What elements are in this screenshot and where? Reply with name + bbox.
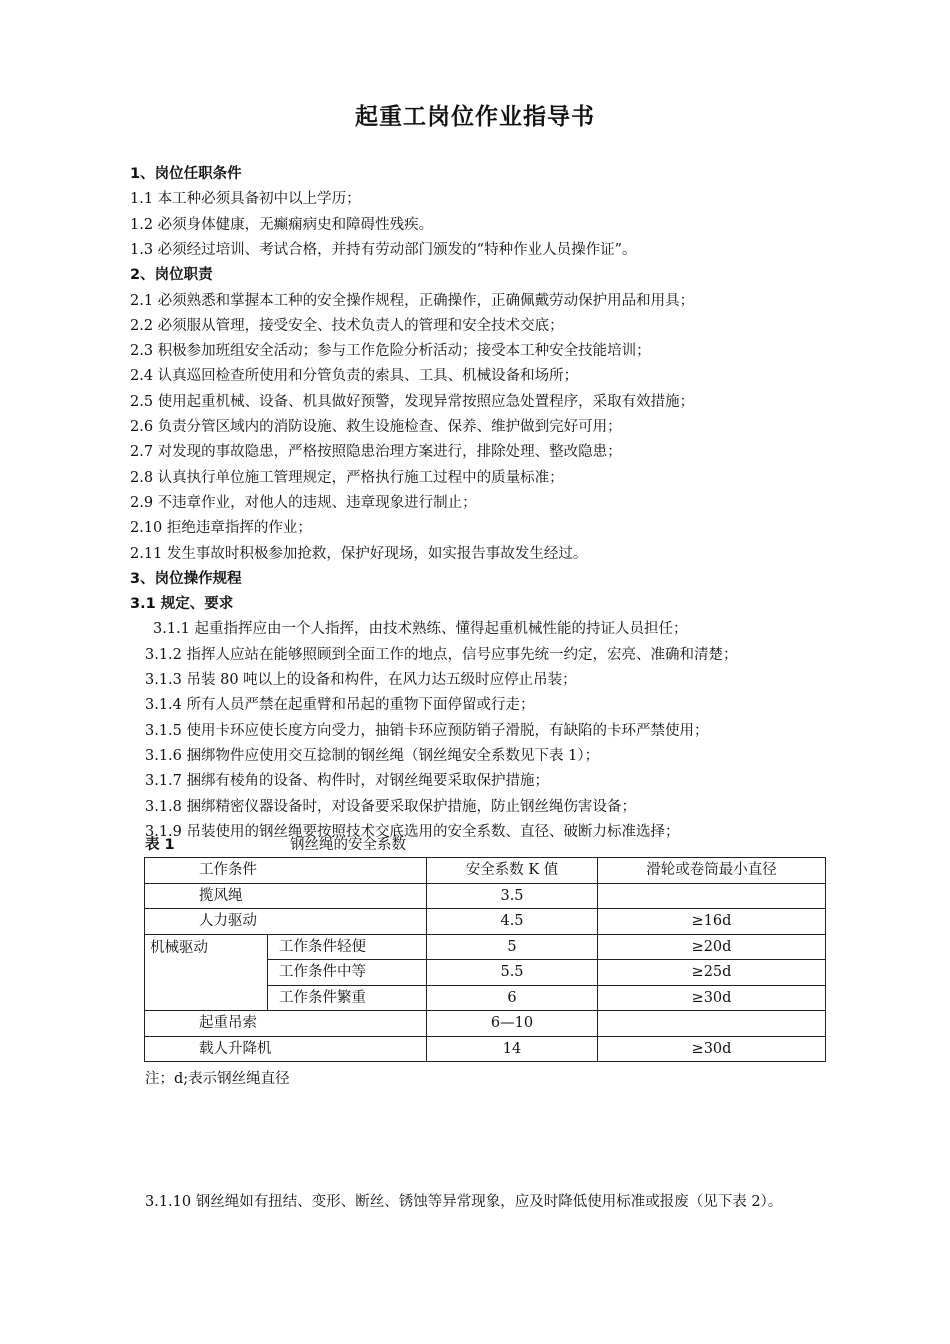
body-line: 2.6 负责分管区域内的消防设施、救生设施检查、保养、维护做到完好可用； xyxy=(130,419,622,435)
body-line: 2.10 拒绝违章指挥的作业； xyxy=(130,520,312,537)
body-line: 2.5 使用起重机械、设备、机具做好预警，发现异常按照应急处置程序，采取有效措施； xyxy=(130,393,695,410)
row-min-diameter: ≥16d xyxy=(598,909,826,935)
body-line: 2.7 对发现的事故隐患，严格按照隐患治理方案进行，排除处理、整改隐患； xyxy=(130,444,622,461)
body-line: 3.1.7 捆绑有棱角的设备、构件时，对钢丝绳要采取保护措施； xyxy=(145,773,550,790)
table-title: 钢丝绳的安全系数 xyxy=(290,837,406,853)
row-k-value: 5 xyxy=(427,934,598,960)
table-note: 注；d;表示钢丝绳直径 xyxy=(145,1071,290,1087)
row-k-value: 3.5 xyxy=(427,883,598,909)
table-row xyxy=(145,909,826,935)
body-line: 2.9 不违章作业，对他人的违规、违章现象进行制止； xyxy=(130,494,477,511)
body-line: 3.1.8 捆绑精密仪器设备时，对设备要采取保护措施，防止钢丝绳伤害设备； xyxy=(145,798,637,815)
table-caption xyxy=(145,835,406,855)
body-line: 3.1.1 起重指挥应由一个人指挥，由技术熟练、懂得起重机械性能的持证人员担任； xyxy=(153,621,688,638)
row-min-diameter: ≥30d xyxy=(598,985,826,1011)
section-heading: 3、岗位操作规程 xyxy=(130,570,242,587)
body-line: 2.1 必须熟悉和掌握本工种的安全操作规程，正确操作，正确佩戴劳动保护用品和用具； xyxy=(130,292,695,309)
table-row xyxy=(145,883,826,909)
body-line: 3.1.5 使用卡环应使长度方向受力，抽销卡环应预防销子滑脱，有缺陷的卡环严禁使用； xyxy=(145,722,709,739)
row-k-value: 14 xyxy=(427,1036,598,1062)
row-condition: 工作条件繁重 xyxy=(268,985,427,1011)
table-header-row xyxy=(145,858,826,884)
body-line: 2.3 积极参加班组安全活动；参与工作危险分析活动；接受本工种安全技能培训； xyxy=(130,343,651,360)
row-condition: 载人升降机 xyxy=(145,1036,427,1062)
row-k-value: 6 xyxy=(427,985,598,1011)
table-row xyxy=(145,1036,826,1062)
row-k-value: 6—10 xyxy=(427,1011,598,1037)
header-condition: 工作条件 xyxy=(145,858,427,884)
safety-factor-table xyxy=(144,857,826,1062)
body-line: 1.1 本工种必须具备初中以上学历； xyxy=(130,191,361,208)
row-condition: 工作条件中等 xyxy=(268,960,427,986)
header-k-value: 安全系数 K 值 xyxy=(427,858,598,884)
row-condition: 人力驱动 xyxy=(145,909,427,935)
body-line: 1.3 必须经过培训、考试合格，并持有劳动部门颁发的“特种作业人员操作证”。 xyxy=(130,241,637,258)
row-min-diameter xyxy=(598,883,826,909)
section-heading: 1、岗位任职条件 xyxy=(130,166,242,182)
document-title: 起重工岗位作业指导书 xyxy=(355,104,595,130)
table-row xyxy=(145,934,826,960)
body-line: 1.2 必须身体健康，无癫痫病史和障碍性残疾。 xyxy=(130,216,434,233)
body-line: 2.11 发生事故时积极参加抢救，保护好现场，如实报告事故发生经过。 xyxy=(130,545,588,562)
body-line: 3.1.9 吊装使用的钢丝绳要按照技术交底选用的安全系数、直径、破断力标准选择； xyxy=(145,823,680,840)
row-condition: 揽风绳 xyxy=(145,883,427,909)
section-heading: 2、岗位职责 xyxy=(130,267,213,284)
row-condition: 工作条件轻便 xyxy=(268,934,427,960)
body-line: 3.1.6 捆绑物件应使用交互捻制的钢丝绳（钢丝绳安全系数见下表 1）； xyxy=(145,747,600,764)
table-label: 表 1 xyxy=(145,837,175,853)
body-line: 3.1.3 吊装 80 吨以上的设备和构件，在风力达五级时应停止吊装； xyxy=(145,672,577,688)
header-min-diameter: 滑轮或卷筒最小直径 xyxy=(598,858,826,884)
row-min-diameter: ≥25d xyxy=(598,960,826,986)
table-row xyxy=(145,1011,826,1037)
paragraph-3-1-10: 3.1.10 钢丝绳如有扭结、变形、断丝、锈蚀等异常现象，应及时降低使用标准或报废（见下表 2）。 xyxy=(145,1194,783,1210)
row-group-mechanical: 机械驱动 xyxy=(145,934,268,1011)
row-k-value: 4.5 xyxy=(427,909,598,935)
row-min-diameter: ≥30d xyxy=(598,1036,826,1062)
row-condition: 起重吊索 xyxy=(145,1011,427,1037)
body-line: 3.1.2 指挥人应站在能够照顾到全面工作的地点，信号应事先统一约定，宏亮、准确和清楚； xyxy=(145,646,738,663)
body-line: 2.2 必须服从管理，接受安全、技术负责人的管理和安全技术交底； xyxy=(130,317,564,334)
section-heading: 3.1 规定、要求 xyxy=(130,596,234,613)
row-min-diameter: ≥20d xyxy=(598,934,826,960)
body-line: 2.4 认真巡回检查所使用和分管负责的索具、工具、机械设备和场所； xyxy=(130,368,579,385)
row-min-diameter xyxy=(598,1011,826,1037)
body-line: 2.8 认真执行单位施工管理规定，严格执行施工过程中的质量标准； xyxy=(130,469,564,486)
row-k-value: 5.5 xyxy=(427,960,598,986)
body-line: 3.1.4 所有人员严禁在起重臂和吊起的重物下面停留或行走； xyxy=(145,697,535,714)
